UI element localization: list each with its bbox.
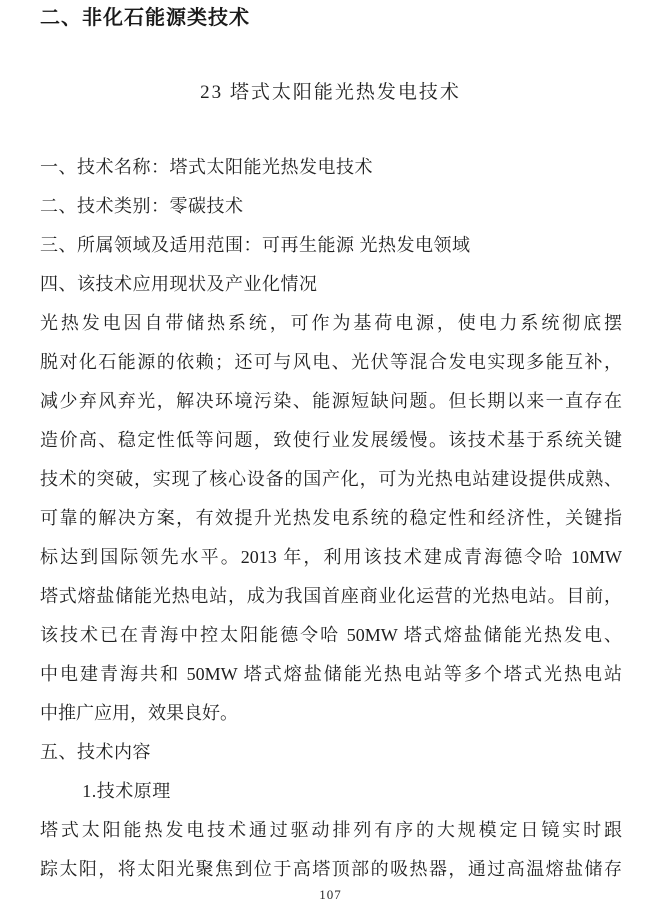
principle-paragraph — [40, 811, 622, 889]
meta-list — [40, 148, 622, 304]
section5-heading: 五、技术内容 — [40, 742, 151, 762]
paragraph-line: 该技术已在青海中控太阳能德令哈 50MW 塔式熔盐储能光热发电、 — [40, 625, 622, 645]
paragraph-line: 标达到国际领先水平。2013 年，利用该技术建成青海德令哈 10MW — [40, 547, 622, 567]
paragraph-line: 中推广应用，效果良好。 — [40, 703, 238, 723]
paragraph-line: 塔式熔盐储能光热电站，成为我国首座商业化运营的光热电站。目前， — [40, 586, 622, 606]
paragraph-line: 踪太阳，将太阳光聚焦到位于高塔顶部的吸热器，通过高温熔盐储存 — [40, 859, 622, 879]
paragraph-line: 中电建青海共和 50MW 塔式熔盐储能光热电站等多个塔式光热电站 — [40, 664, 622, 684]
meta-line: 二、技术类别：零碳技术 — [40, 196, 244, 216]
paragraph-line: 塔式太阳能热发电技术通过驱动排列有序的大规模定日镜实时跟 — [40, 820, 622, 840]
paragraph-line: 技术的突破，实现了核心设备的国产化，可为光热电站建设提供成熟、 — [40, 469, 622, 489]
meta-line: 一、技术名称：塔式太阳能光热发电技术 — [40, 157, 373, 177]
paragraph-line: 可靠的解决方案，有效提升光热发电系统的稳定性和经济性，关键指 — [40, 508, 622, 528]
meta-line: 四、该技术应用现状及产业化情况 — [40, 274, 318, 294]
paragraph-line: 造价高、稳定性低等问题，致使行业发展缓慢。该技术基于系统关键 — [40, 430, 622, 450]
paragraph-line: 减少弃风弃光，解决环境污染、能源短缺问题。但长期以来一直存在 — [40, 391, 622, 411]
page-number: 107 — [319, 887, 342, 902]
article-title: 23 塔式太阳能光热发电技术 — [200, 82, 461, 103]
meta-line: 三、所属领域及适用范围：可再生能源 光热发电领域 — [40, 235, 471, 255]
subsection-heading: 1.技术原理 — [82, 781, 171, 801]
paragraph-line: 脱对化石能源的依赖；还可与风电、光伏等混合发电实现多能互补， — [40, 352, 622, 372]
document-body — [40, 148, 622, 889]
status-paragraph — [40, 304, 622, 733]
chapter-heading: 二、非化石能源类技术 — [40, 7, 250, 29]
paragraph-line: 光热发电因自带储热系统，可作为基荷电源，使电力系统彻底摆 — [40, 313, 622, 333]
